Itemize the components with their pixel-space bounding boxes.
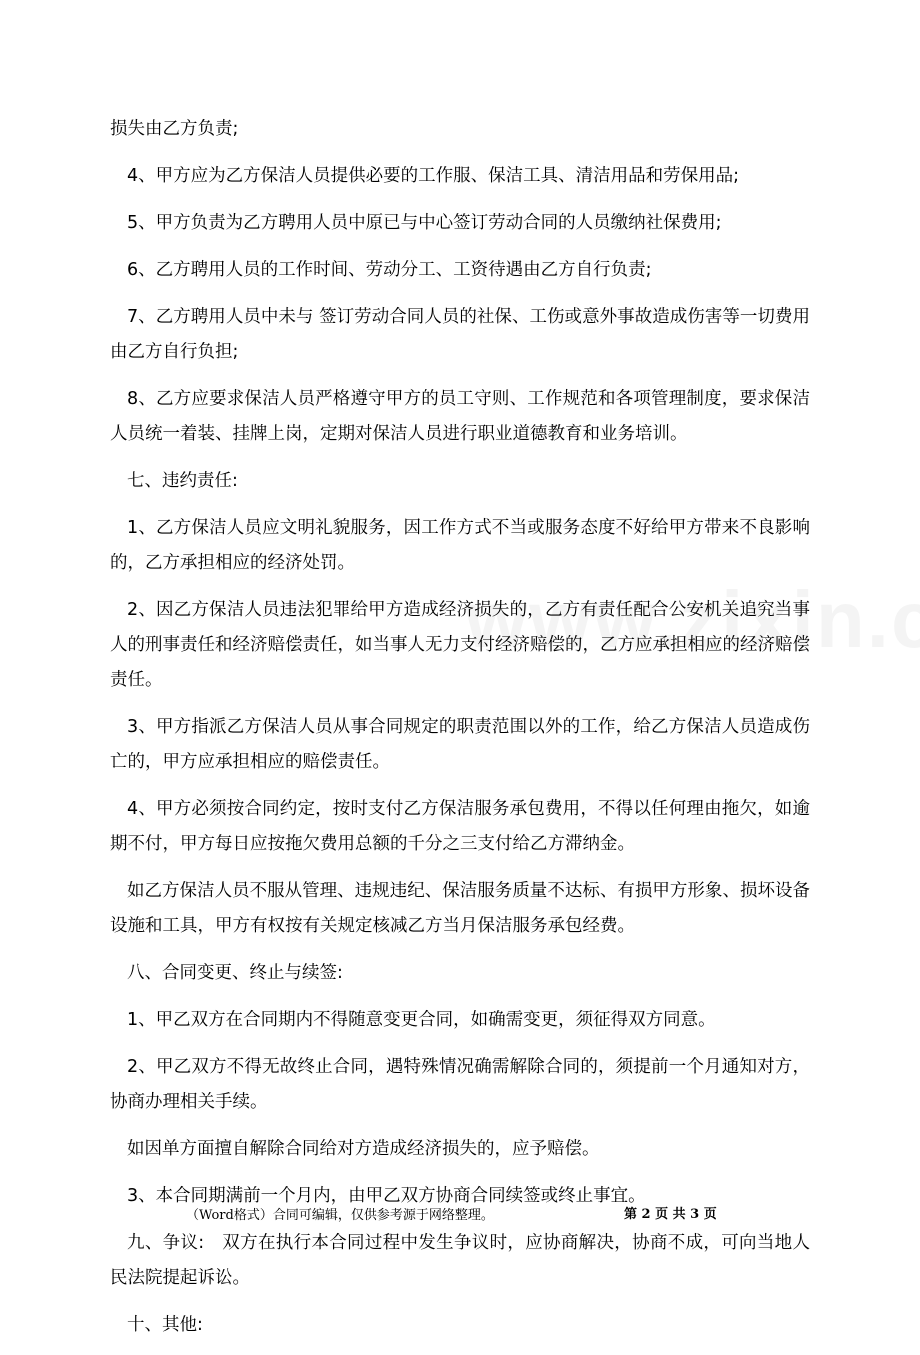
paragraph: 2、甲乙双方不得无故终止合同，遇特殊情况确需解除合同的，须提前一个月通知对方，协商办理相关手续。 (110, 1057, 810, 1112)
paragraph: 7、乙方聘用人员中未与 签订劳动合同人员的社保、工伤或意外事故造成伤害等一切费用由乙方自行负担; (110, 307, 810, 362)
paragraph: 如因单方面擅自解除合同给对方造成经济损失的，应予赔偿。 (127, 1139, 600, 1159)
footer-note: （Word格式）合同可编辑，仅供参考源于网络整理。 (186, 1208, 494, 1223)
paragraph: 2、因乙方保洁人员违法犯罪给甲方造成经济损失的，乙方有责任配合公安机关追究当事人的刑事责任和经济赔偿责任，如当事人无力支付经济赔偿的，乙方应承担相应的经济赔偿责任。 (110, 600, 810, 690)
paragraph: 1、乙方保洁人员应文明礼貌服务，因工作方式不当或服务态度不好给甲方带来不良影响的，乙方承担相应的经济处罚。 (110, 518, 810, 573)
paragraph: 3、甲方指派乙方保洁人员从事合同规定的职责范围以外的工作，给乙方保洁人员造成伤亡的，甲方应承担相应的赔偿责任。 (110, 717, 810, 772)
document-body (110, 112, 810, 1355)
paragraph: 损失由乙方负责; (110, 119, 239, 139)
paragraph: 5、甲方负责为乙方聘用人员中原已与中心签订劳动合同的人员缴纳社保费用; (127, 213, 722, 233)
paragraph: 3、本合同期满前一个月内，由甲乙双方协商合同续签或终止事宜。 (127, 1186, 646, 1206)
paragraph: 4、甲方必须按合同约定，按时支付乙方保洁服务承包费用，不得以任何理由拖欠，如逾期不付，甲方每日应按拖欠费用总额的千分之三支付给乙方滞纳金。 (110, 799, 810, 854)
section-heading: 七、违约责任: (127, 471, 238, 491)
paragraph: 4、甲方应为乙方保洁人员提供必要的工作服、保洁工具、清洁用品和劳保用品; (127, 166, 740, 186)
paragraph: 1、甲乙双方在合同期内不得随意变更合同，如确需变更，须征得双方同意。 (127, 1010, 716, 1030)
paragraph: 8、乙方应要求保洁人员严格遵守甲方的员工守则、工作规范和各项管理制度，要求保洁人员统一着装、挂牌上岗，定期对保洁人员进行职业道德教育和业务培训。 (110, 389, 810, 444)
section-heading: 十、其他: (127, 1315, 203, 1335)
paragraph: 6、乙方聘用人员的工作时间、劳动分工、工资待遇由乙方自行负责; (127, 260, 652, 280)
section-heading: 八、合同变更、终止与续签: (127, 963, 343, 983)
page-number: 第 2 页 共 3 页 (624, 1207, 717, 1222)
paragraph: 如乙方保洁人员不服从管理、违规违纪、保洁服务质量不达标、有损甲方形象、损坏设备设施和工具，甲方有权按有关规定核减乙方当月保洁服务承包经费。 (110, 881, 810, 936)
section-heading: 九、争议: 双方在执行本合同过程中发生争议时，应协商解决，协商不成，可向当地人民法院提起诉讼。 (110, 1233, 810, 1288)
